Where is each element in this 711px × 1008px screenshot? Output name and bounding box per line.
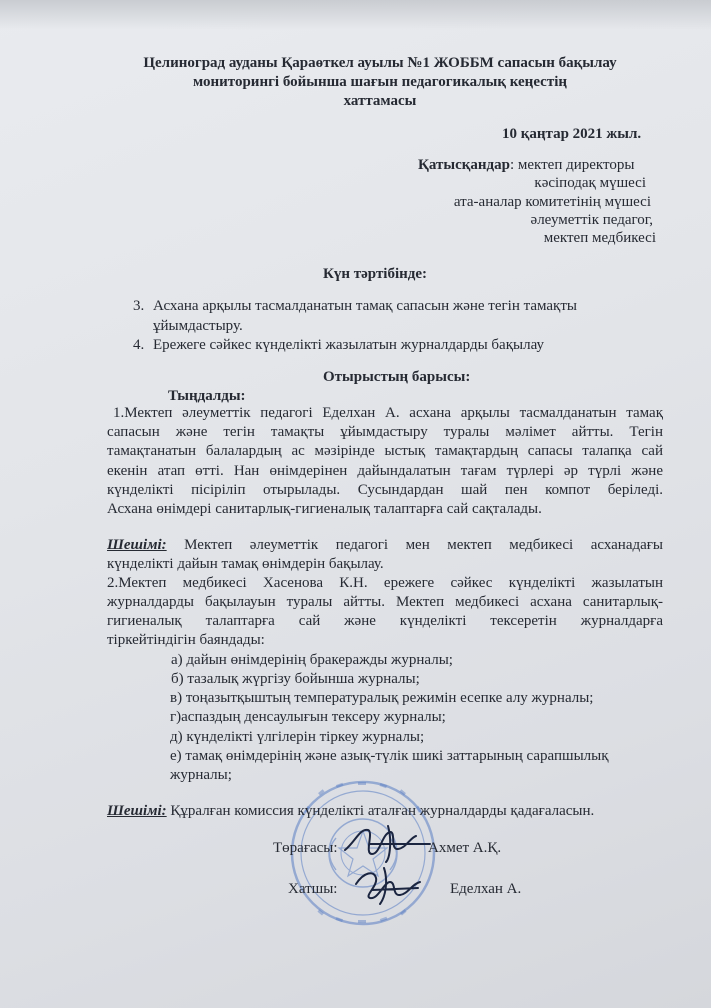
agenda-item-3-number: 3. <box>133 298 145 314</box>
journal-item: е) тамақ өнімдерінің және азық-түлік шикі заттарының сарапшылық <box>170 748 609 764</box>
journal-item: а) дайын өнімдерінің бракеражды журналы; <box>171 652 453 668</box>
paragraph2-line: журналдарды бақылауын туралы айтты. Мектеп медбикесі асхана санитарлық- <box>107 594 663 610</box>
agenda-heading: Күн тәртібінде: <box>323 266 428 282</box>
paragraph1-line: тамақтанатын балалардың ас мәзірінде ыстық тамақтардың сапасы талапқа сай <box>107 443 663 459</box>
secretary-signature <box>350 862 425 907</box>
decision2-label: Шешімі: <box>107 803 167 819</box>
journal-item: в) тоңазытқыштың температуралық режимін есепке алу журналы; <box>170 690 594 706</box>
paragraph2-line: гигиеналық талаптарға сай және күнделікті тексеретін журналдарға <box>107 613 663 629</box>
agenda-item-3-line1: Асхана арқылы тасмалданатын тамақ сапасын және тегін тамақты <box>153 298 577 314</box>
title-line-1: Целиноград ауданы Қараөткел ауылы №1 ЖОББМ сапасын бақылау <box>143 55 617 71</box>
heard-label: Тыңдалды: <box>168 388 246 404</box>
participant-union: кәсіподақ мүшесі <box>534 175 646 191</box>
participants-first-line <box>418 155 634 175</box>
decision2-text: Құралған комиссия күнделікті аталған журналдарды қадағаласын. <box>166 803 595 819</box>
participant-director: : мектеп директоры <box>509 157 635 173</box>
chair-label: Төрағасы: <box>273 840 338 856</box>
journal-item: б) тазалық жүргізу бойынша журналы; <box>171 671 420 687</box>
agenda-item-3-line2: ұйымдастыру. <box>153 318 243 334</box>
journal-item: журналы; <box>170 767 232 783</box>
participant-parents: ата-аналар комитетінің мүшесі <box>453 194 651 210</box>
agenda-item-4-line1: Ережеге сәйкес күнделікті жазылатын журналдарды бақылау <box>153 337 544 353</box>
journal-item: д) күнделікті үлгілерін тіркеу журналы; <box>170 729 425 745</box>
chair-name: Ахмет А.Қ. <box>428 840 502 856</box>
paragraph1-line: 1.Мектеп әлеуметтік педагогі Еделхан А. асхана арқылы тасмалданатын тамақ <box>113 405 663 421</box>
paragraph1-line: сапасын және тегін тамақты ұйымдастыру туралы мәлімет айтты. Тегін <box>107 424 663 440</box>
chair-signature <box>340 820 435 865</box>
participants-label: Қатысқандар <box>418 157 510 173</box>
decision1-line <box>107 536 663 554</box>
decision1-text: Мектеп әлеуметтік педагогі мен мектеп медбикесі асханадағы <box>166 537 663 553</box>
secretary-name: Еделхан А. <box>450 881 522 897</box>
journal-item: г)аспаздың денсаулығын тексеру журналы; <box>170 709 446 725</box>
proceedings-heading: Отырыстың барысы: <box>323 369 471 385</box>
decision1-label: Шешімі: <box>107 537 167 553</box>
paragraph1-line: күнделікті пісіріліп отырылады. Сусындардан шай пен компот беріледі. <box>107 482 663 498</box>
paragraph1-line: екенін атап өтті. Нан өнімдерінен дайындалатын тағам түрлері әр түрлі және <box>107 463 663 479</box>
participant-social: әлеуметтік педагог, <box>530 212 653 228</box>
title-line-3: хаттамасы <box>343 93 417 109</box>
paragraph2-line: тіркейтіндігін баяндады: <box>107 632 265 648</box>
decision2-line <box>107 801 594 821</box>
document-date: 10 қаңтар 2021 жыл. <box>502 126 642 142</box>
title-line-2: мониторингі бойынша шағын педагогикалық кеңестің <box>192 74 568 90</box>
decision1-line: күнделікті дайын тамақ өнімдерін бақылау. <box>107 556 384 572</box>
participant-nurse: мектеп медбикесі <box>543 230 656 246</box>
paragraph2-line: 2.Мектеп медбикесі Хасенова К.Н. ережеге сәйкес күнделікті жазылатын <box>107 575 663 591</box>
agenda-item-4-number: 4. <box>133 337 145 353</box>
secretary-label: Хатшы: <box>288 881 338 897</box>
paragraph1-line: Асхана өнімдері санитарлық-гигиеналық талаптарға сай сақталады. <box>107 501 542 517</box>
